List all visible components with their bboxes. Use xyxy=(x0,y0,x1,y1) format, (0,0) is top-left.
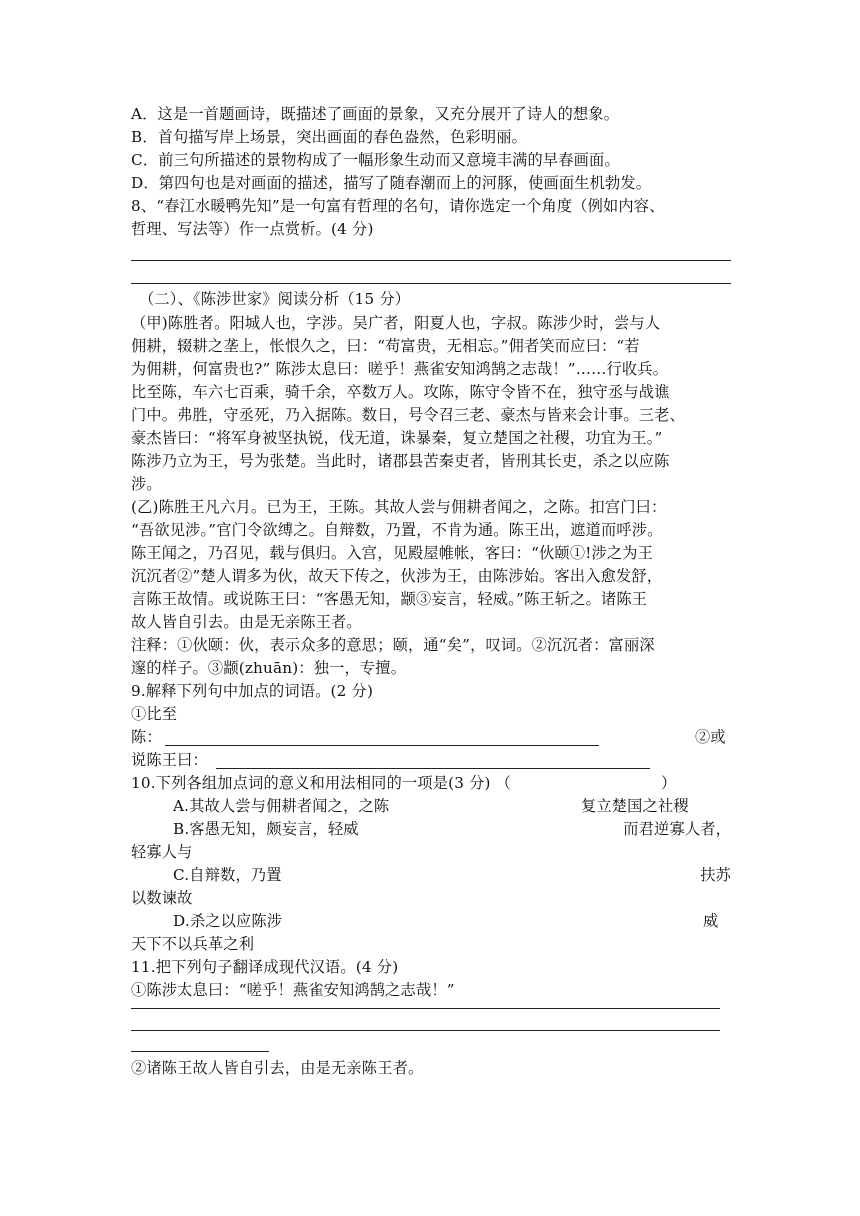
q9-title: 9.解释下列句中加点的词语。(2 分) xyxy=(131,682,374,700)
q10-option-c-compare: 扶苏 xyxy=(700,866,731,884)
q11-answer-line-2[interactable] xyxy=(131,1030,720,1031)
q10-option-a-compare: 复立楚国之社稷 xyxy=(581,797,689,815)
q10-title: 10.下列各组加点词的意义和用法相同的一项是(3 分) （ xyxy=(131,774,512,792)
q9-answer-blank-2[interactable] xyxy=(216,768,650,769)
q9-answer-blank-1[interactable] xyxy=(165,745,599,746)
passage-b-line: (乙)陈胜王凡六月。已为王，王陈。其故人尝与佣耕者闻之，之陈。扣宫门曰： xyxy=(131,498,667,516)
q7-option-a: A．这是一首题画诗，既描述了画面的景象，又充分展开了诗人的想象。 xyxy=(131,105,620,123)
q11-item1: ①陈涉太息曰：“嗟乎！燕雀安知鸿鹄之志哉！” xyxy=(131,981,455,999)
q10-option-b: B.客愚无知，颇妄言，轻威 xyxy=(173,820,359,838)
passage-a-line: 门中。弗胜，守丞死，乃入据陈。数日，号令召三老、豪杰与皆来会计事。三老、 xyxy=(131,406,685,424)
q10-option-c-compare-cont: 以数谏故 xyxy=(131,889,193,907)
q11-title: 11.把下列句子翻译成现代汉语。(4 分) xyxy=(131,958,399,976)
q8-question-line2: 哲理、写法等）作一点赏析。(4 分) xyxy=(131,220,374,238)
q7-option-b: B．首句描写岸上场景，突出画面的春色盎然，色彩明丽。 xyxy=(131,128,528,146)
q11-item2: ②诸陈王故人皆自引去，由是无亲陈王者。 xyxy=(131,1059,424,1077)
q9-item2-label-cont: 说陈王曰： xyxy=(131,751,208,769)
q7-option-c: C．前三句所描述的景物构成了一幅形象生动而又意境丰满的早春画面。 xyxy=(131,151,620,169)
q10-option-c: C.自辩数，乃置 xyxy=(173,866,282,884)
passage-b-line: 沉沉者②”楚人谓多为伙，故天下传之，伙涉为王，由陈涉始。客出入愈发舒， xyxy=(131,567,663,585)
passage-b-line: 陈王闻之，乃召见，载与俱归。入宫，见殿屋帷帐，客曰：“伙颐①!涉之为王 xyxy=(131,544,654,562)
passage-a-line: （甲)陈胜者。阳城人也，字涉。吴广者，阳夏人也，字叔。陈涉少时，尝与人 xyxy=(131,314,661,332)
q7-option-d: D．第四句也是对画面的描述，描写了随春潮而上的河豚，使画面生机勃发。 xyxy=(131,174,652,192)
q10-option-b-compare-cont: 轻寡人与 xyxy=(131,843,193,861)
passage-a-line: 佣耕，辍耕之垄上，怅恨久之，曰：“苟富贵，无相忘。”佣者笑而应曰：“若 xyxy=(131,337,640,355)
q10-answer-paren-close: ） xyxy=(661,774,677,792)
q10-option-d-compare: 威 xyxy=(703,912,719,930)
passage-b-line: 故人皆自引去。由是无亲陈王者。 xyxy=(131,613,362,631)
section-title: （二）、《陈涉世家》阅读分析（15 分） xyxy=(139,290,411,308)
passage-a-line: 比至陈，车六七百乘，骑千余，卒数万人。攻陈，陈守令皆不在，独守丞与战谯 xyxy=(131,383,670,401)
q8-answer-line-1 xyxy=(131,260,731,261)
passage-a-line: 陈涉乃立为王，号为张楚。当此时，诸郡县苦秦吏者，皆刑其长吏，杀之以应陈 xyxy=(131,452,670,470)
q11-answer-line-1[interactable] xyxy=(131,1008,720,1009)
q8-answer-line-2 xyxy=(131,283,731,284)
q9-item1-label: ①比至 xyxy=(131,705,178,723)
q10-option-d-compare-cont: 天下不以兵革之利 xyxy=(131,935,255,953)
annotation-line: 邃的样子。③颛(zhuān)：独一，专擅。 xyxy=(131,659,407,677)
q8-question-line1: 8、“春江水暖鸭先知”是一句富有哲理的名句，请你选定一个角度（例如内容、 xyxy=(131,197,665,215)
passage-a-line: 为佣耕，何富贵也?” 陈涉太息曰：嗟乎！燕雀安知鸿鹄之志哉！”……行收兵。 xyxy=(131,360,669,378)
passage-a-line: 豪杰皆曰：“将军身被坚执锐，伐无道，诛暴秦，复立楚国之社稷，功宜为王。” xyxy=(131,429,663,447)
q9-item1-label-cont: 陈： xyxy=(131,728,162,746)
q10-option-b-compare: 而君逆寡人者， xyxy=(623,820,731,838)
passage-b-line: “吾欲见涉。”官门令欲缚之。自辩数，乃置，不肯为通。陈王出，遮道而呼涉。 xyxy=(131,521,663,539)
q10-option-d: D.杀之以应陈涉 xyxy=(173,912,283,930)
q9-item2-label: ②或 xyxy=(695,728,726,746)
passage-a-line: 涉。 xyxy=(131,475,162,493)
q10-option-a: A.其故人尝与佣耕者闻之，之陈 xyxy=(173,797,390,815)
annotation-line: 注释：①伙颐：伙，表示众多的意思；颐，通“矣”，叹词。②沉沉者：富丽深 xyxy=(131,636,655,654)
passage-b-line: 言陈王故情。或说陈王曰：“客愚无知，颛③妄言，轻威。”陈王斩之。诸陈王 xyxy=(131,590,648,608)
q11-answer-line-3[interactable] xyxy=(131,1051,269,1052)
